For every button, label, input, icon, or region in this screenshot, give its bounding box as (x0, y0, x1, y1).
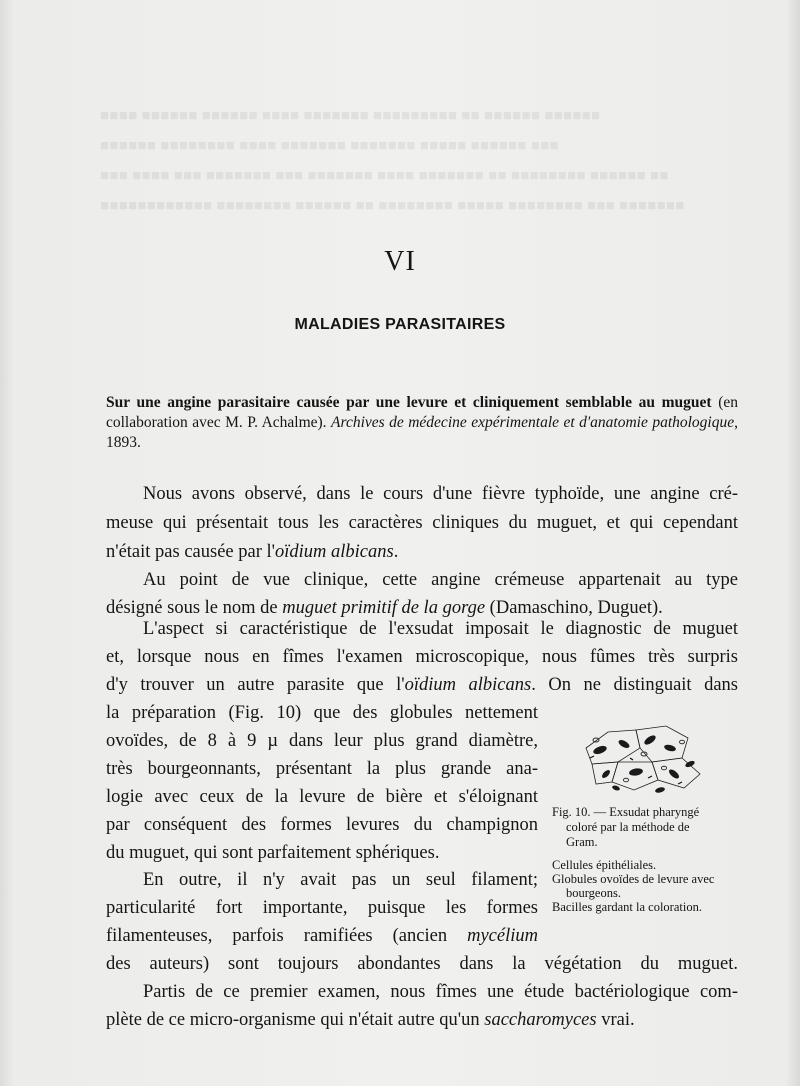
show-through-text: ■■■■ ■■■■■■ ■■■■■■ ■■■■ ■■■■■■■ ■■■■■■■■■ ■■ ■■■■■■ ■■■■■■ (100, 108, 601, 124)
figure-legend: Cellules épithéliales. (552, 858, 657, 872)
body-line: particularité fort importante, puisque les formes (106, 898, 538, 918)
body-line: du muguet, qui sont parfaitement sphériques. (106, 843, 440, 863)
body-text: plète de ce micro-organisme qui n'était autre qu'un (106, 1010, 485, 1030)
body-line (106, 1008, 635, 1033)
body-text: filamenteuses, parfois ramifiées (ancien (106, 926, 468, 946)
figure-caption: coloré par la méthode de (566, 820, 690, 834)
body-line (106, 540, 398, 565)
body-line: très bourgeonnants, présentant la plus grande ana- (106, 759, 538, 779)
body-line (106, 924, 538, 949)
body-line: des auteurs) sont toujours abondantes dans la végétation du muguet. (106, 954, 738, 974)
chapter-number: VI (384, 246, 416, 277)
body-line: L'aspect si caractéristique de l'exsudat imposait le diagnostic de muguet (143, 619, 738, 639)
figure-legend: bourgeons. (566, 886, 621, 900)
body-text: (Damaschino, Duguet). (485, 598, 663, 618)
figure-legend: Globules ovoïdes de levure avec (552, 872, 715, 886)
show-through-text: ■■■■■■■■■■■■ ■■■■■■■■ ■■■■■■ ■■ ■■■■■■■■ ■■■■■ ■■■■■■■■ ■■■ ■■■■■■■ (100, 198, 685, 214)
micrograph-illustration (578, 718, 708, 798)
show-through-text: ■■■ ■■■■ ■■■ ■■■■■■■ ■■■ ■■■■■■■ ■■■■ ■■■■■■■ ■■ ■■■■■■■■ ■■■■■■ ■■ (100, 168, 669, 184)
show-through-text: ■■■■■■ ■■■■■■■■ ■■■■ ■■■■■■■ ■■■■■■■ ■■■■■ ■■■■■■ ■■■ (100, 138, 559, 154)
body-italic: muguet primitif de la gorge (282, 598, 486, 618)
body-line: par conséquent des formes levures du champignon (106, 815, 538, 835)
body-italic: mycélium (467, 926, 538, 946)
body-text: . On ne distinguait dans (531, 675, 738, 695)
body-italic: saccharomyces (484, 1010, 597, 1030)
citation-year: , 1893. (106, 414, 738, 451)
body-text: d'y trouver un autre parasite que l' (106, 675, 405, 695)
body-line: En outre, il n'y avait pas un seul filament; (143, 870, 538, 890)
body-line: Au point de vue clinique, cette angine crémeuse appartenait au type (143, 570, 738, 590)
body-line: ovoïdes, de 8 à 9 µ dans leur plus grand diamètre, (106, 731, 538, 751)
body-line: meuse qui présentait tous les caractères cliniques du muguet, et qui cependant (106, 513, 738, 533)
citation-journal: Archives de médecine expérimentale et d'anatomie pathologique (331, 414, 735, 431)
body-line: la préparation (Fig. 10) que des globules nettement (106, 703, 538, 723)
body-text: désigné sous le nom de (106, 598, 283, 618)
body-line (106, 673, 738, 698)
body-text: n'était pas causée par l' (106, 542, 275, 562)
body-italic: oïdium albicans (404, 675, 532, 695)
figure-legend: Bacilles gardant la coloration. (552, 900, 702, 914)
citation-collab: (en collaboration avec M. P. Achalme). (106, 394, 738, 431)
figure-caption: Gram. (566, 835, 598, 849)
body-line: et, lorsque nous en fîmes l'examen microscopique, nous fûmes très surpris (106, 647, 738, 667)
body-line: Nous avons observé, dans le cours d'une fièvre typhoïde, une angine cré- (143, 484, 738, 504)
body-text: vrai. (596, 1010, 635, 1030)
citation-title: Sur une angine parasitaire causée par une levure et cliniquement semblable au muguet (106, 394, 712, 411)
section-title: MALADIES PARASITAIRES (294, 316, 506, 333)
body-text: . (393, 542, 399, 562)
body-line: Partis de ce premier examen, nous fîmes une étude bactériologique com- (143, 982, 738, 1002)
body-line: logie avec ceux de la levure de bière et s'éloignant (106, 787, 538, 807)
body-italic: oïdium albicans (274, 542, 394, 562)
bibliographic-citation (106, 393, 738, 453)
figure-caption: Fig. 10. — Exsudat pharyngé (552, 805, 700, 819)
